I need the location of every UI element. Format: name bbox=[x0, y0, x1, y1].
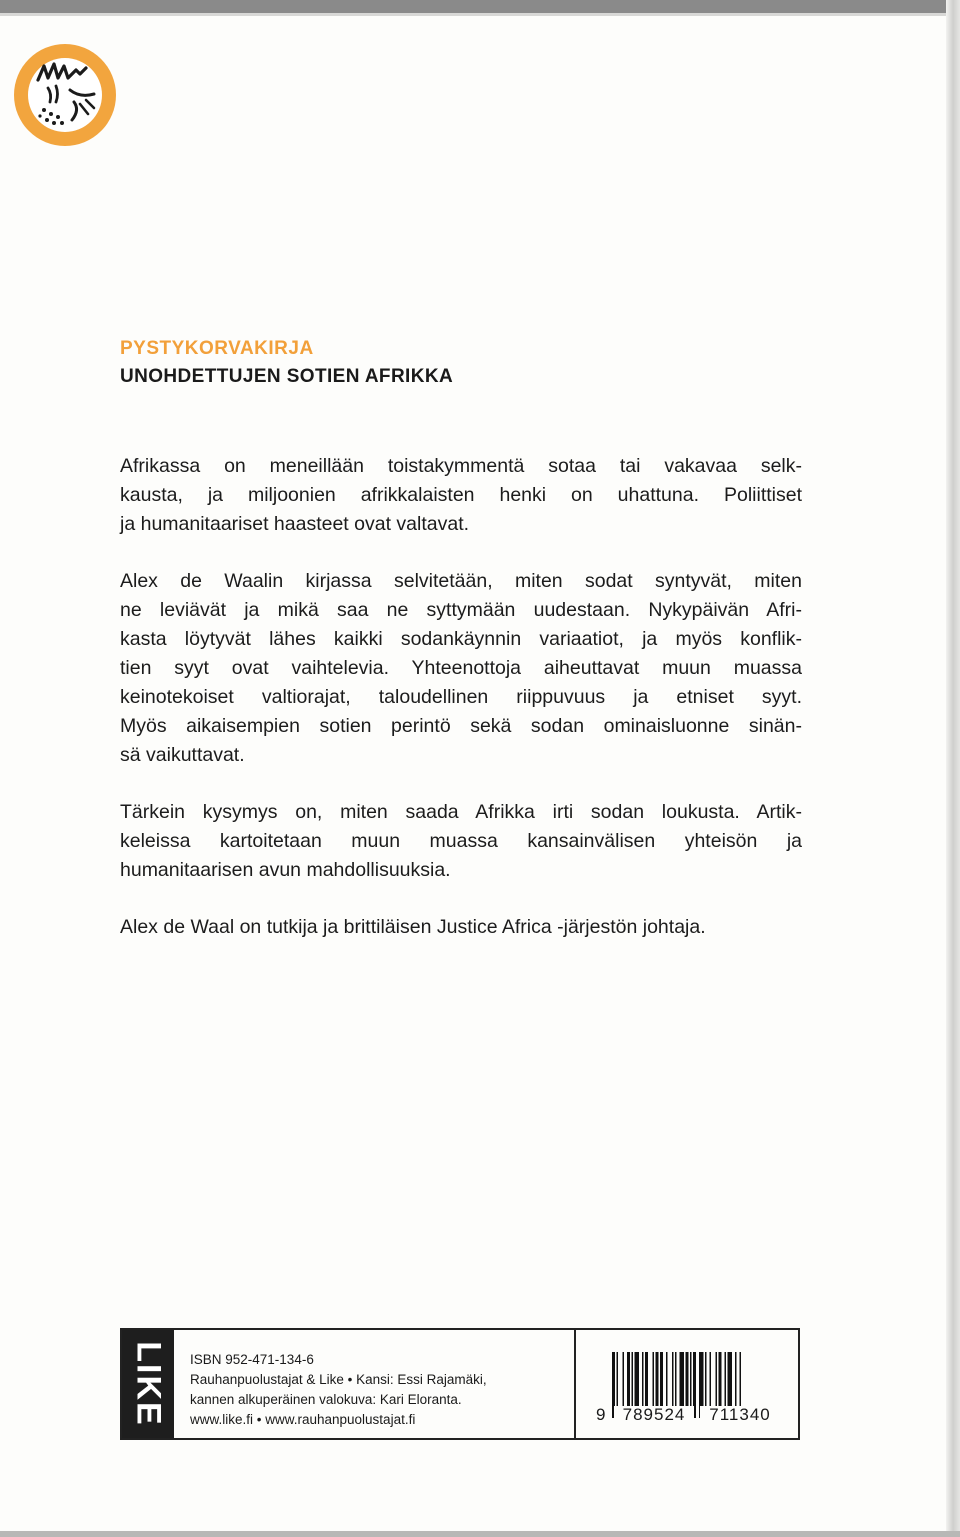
blurb-paragraph bbox=[120, 452, 802, 539]
isbn-text: ISBN 952-471-134-6 bbox=[190, 1352, 314, 1367]
websites-text: www.like.fi • www.rauhanpuolustajat.fi bbox=[190, 1412, 416, 1427]
page-right-edge bbox=[946, 0, 960, 1537]
blurb-line: Afrikassa on meneillään toistakymmentä sotaa tai vakavaa selk- bbox=[120, 455, 802, 477]
blurb-line: Tärkein kysymys on, miten saada Afrikka irti sodan loukusta. Artik- bbox=[120, 801, 802, 823]
blurb-line: kasta löytyvät lähes kaikki sodankäynnin variaatiot, ja myös konflik- bbox=[120, 628, 802, 650]
blurb-line: Alex de Waal on tutkija ja brittiläisen Justice Africa -järjestön johtaja. bbox=[120, 916, 706, 938]
publisher-logo bbox=[122, 1330, 174, 1438]
blurb-line: sä vaikuttavat. bbox=[120, 744, 245, 766]
publisher-logo-text: LIKE bbox=[129, 1341, 168, 1427]
blurb-line: kausta, ja miljoonien afrikkalaisten henki on uhattuna. Poliittiset bbox=[120, 484, 802, 506]
blurb-line: humanitaarisen avun mahdollisuuksia. bbox=[120, 859, 451, 881]
blurb-paragraph bbox=[120, 567, 802, 770]
page-bottom-edge bbox=[0, 1531, 960, 1537]
imprint-box bbox=[120, 1328, 800, 1440]
dog-head-logo-icon bbox=[14, 44, 116, 146]
blurb-line: ja humanitaariset haasteet ovat valtavat. bbox=[120, 513, 470, 535]
credits-line: Rauhanpuolustajat & Like • Kansi: Essi Rajamäki, bbox=[190, 1372, 487, 1387]
back-cover-blurb bbox=[120, 452, 802, 970]
author-bio bbox=[120, 913, 802, 942]
imprint-divider bbox=[574, 1330, 576, 1438]
barcode-right-digits: 711340 bbox=[709, 1405, 771, 1424]
blurb-line: tien syyt ovat vaihtelevia. Yhteenottoja aiheuttavat muun muassa bbox=[120, 657, 802, 679]
page-top-shadow bbox=[0, 13, 960, 16]
isbn-barcode bbox=[594, 1352, 790, 1429]
blurb-line: keleissa kartoitetaan muun muassa kansainvälisen yhteisön ja bbox=[120, 830, 802, 852]
credits-line: kannen alkuperäinen valokuva: Kari Eloranta. bbox=[190, 1392, 462, 1407]
blurb-line: Myös aikaisempien sotien perintö sekä sodan ominaisluonne sinän- bbox=[120, 715, 802, 737]
imprint-info bbox=[190, 1350, 570, 1430]
barcode-left-digits: 789524 bbox=[622, 1405, 686, 1424]
book-title: UNOHDETTUJEN SOTIEN AFRIKKA bbox=[120, 366, 454, 387]
blurb-line: ne leviävät ja mikä saa ne syttymään uudestaan. Nykypäivän Afri- bbox=[120, 599, 802, 621]
blurb-paragraph bbox=[120, 798, 802, 885]
barcode-first-digit: 9 bbox=[596, 1405, 606, 1424]
page-top-edge bbox=[0, 0, 960, 13]
blurb-line: Alex de Waalin kirjassa selvitetään, miten sodat syntyvät, miten bbox=[120, 570, 802, 592]
blurb-line: keinotekoiset valtiorajat, taloudellinen riippuvuus ja etniset syyt. bbox=[120, 686, 802, 708]
series-label: PYSTYKORVAKIRJA bbox=[120, 338, 314, 359]
